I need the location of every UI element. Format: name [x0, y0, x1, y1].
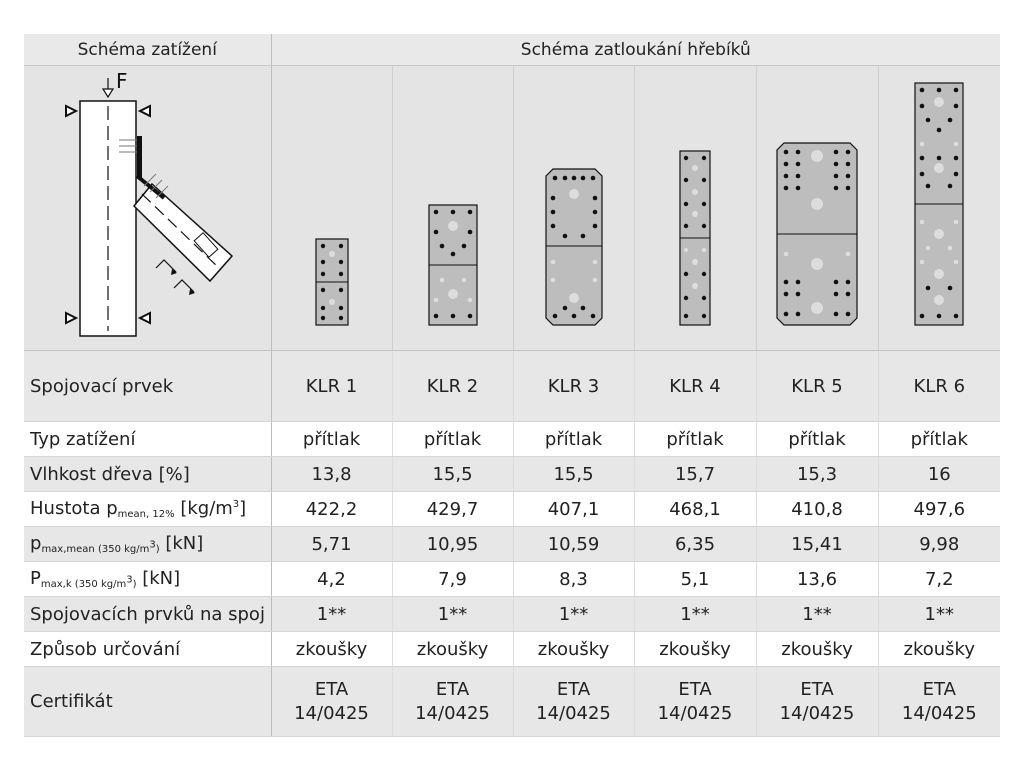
product-name: KLR 4 — [634, 351, 756, 422]
certificate-line1: ETA — [435, 678, 470, 700]
moisture-label: Vlhkost dřeva [%] — [24, 457, 271, 492]
pmax-k-value: 7,2 — [878, 562, 1000, 597]
certificate-line1: ETA — [314, 678, 349, 700]
pmax-mean-value: 15,41 — [756, 527, 878, 562]
density-label-text: Hustota — [30, 498, 107, 519]
moisture-value: 15,7 — [634, 457, 756, 492]
per-joint-value: 1** — [271, 597, 392, 632]
load-type-value: přítlak — [634, 422, 756, 457]
pmax-k-sub-end: ) — [132, 579, 137, 590]
pmax-mean-label — [24, 527, 271, 562]
pmax-mean-symbol: p — [30, 533, 42, 554]
certificate-value — [878, 667, 1000, 737]
pmax-mean-value: 10,59 — [513, 527, 634, 562]
pmax-mean-value: 6,35 — [634, 527, 756, 562]
moisture-value: 15,5 — [513, 457, 634, 492]
per-joint-row — [24, 597, 1000, 632]
certificate-line2: 14/0425 — [901, 702, 977, 724]
moisture-value: 13,8 — [271, 457, 392, 492]
force-label: F — [116, 69, 128, 93]
density-value: 468,1 — [634, 492, 756, 527]
certificate-line2: 14/0425 — [536, 702, 611, 724]
pmax-mean-value: 9,98 — [878, 527, 1000, 562]
certificate-line2: 14/0425 — [415, 702, 490, 724]
pmax-k-symbol: P — [30, 568, 41, 589]
per-joint-value: 1** — [634, 597, 756, 632]
per-joint-value: 1** — [513, 597, 634, 632]
moisture-value: 15,5 — [392, 457, 513, 492]
load-scheme-heading: Schéma zatížení — [24, 34, 271, 66]
moisture-row — [24, 457, 1000, 492]
method-value: zkoušky — [756, 632, 878, 667]
certificate-value — [513, 667, 634, 737]
certificate-line2: 14/0425 — [294, 702, 369, 724]
density-unit: [kg/m — [174, 498, 233, 519]
density-subscript: mean, 12% — [117, 509, 175, 520]
pmax-k-unit: [kN] — [136, 568, 181, 589]
nailing-plan-klr-6 — [878, 66, 1000, 351]
density-value: 407,1 — [513, 492, 634, 527]
certificate-line2: 14/0425 — [657, 702, 733, 724]
method-label: Způsob určování — [24, 632, 271, 667]
pmax-mean-sub-sup: 3 — [149, 539, 156, 551]
load-type-value: přítlak — [513, 422, 634, 457]
product-name: KLR 1 — [271, 351, 392, 422]
load-type-value: přítlak — [878, 422, 1000, 457]
pmax-k-subscript: max,k (350 kg/m — [40, 579, 127, 590]
pmax-mean-sub-end: ) — [155, 544, 160, 555]
certificate-row — [24, 667, 1000, 737]
pmax-mean-row — [24, 527, 1000, 562]
header-row — [24, 34, 1000, 66]
density-value: 422,2 — [271, 492, 392, 527]
per-joint-value: 1** — [392, 597, 513, 632]
product-name: KLR 5 — [756, 351, 878, 422]
nailing-plan-klr-1 — [271, 66, 392, 351]
klr-table-container — [24, 34, 1000, 734]
klr-1-plate-icon — [315, 238, 349, 326]
nailing-plan-klr-2 — [392, 66, 513, 351]
method-value: zkoušky — [271, 632, 392, 667]
moisture-value: 16 — [878, 457, 1000, 492]
load-type-row — [24, 422, 1000, 457]
pmax-k-value: 7,9 — [392, 562, 513, 597]
method-value: zkoušky — [878, 632, 1000, 667]
certificate-line2: 14/0425 — [779, 702, 855, 724]
nailing-plan-klr-5 — [756, 66, 878, 351]
load-scheme-diagram — [24, 66, 271, 346]
certificate-label: Certifikát — [24, 667, 271, 737]
klr-spec-table — [24, 34, 1000, 737]
product-name: KLR 6 — [878, 351, 1000, 422]
per-joint-value: 1** — [878, 597, 1000, 632]
per-joint-value: 1** — [756, 597, 878, 632]
pmax-k-value: 4,2 — [271, 562, 392, 597]
load-type-value: přítlak — [271, 422, 392, 457]
pmax-k-row — [24, 562, 1000, 597]
load-scheme-cell — [24, 66, 271, 351]
certificate-value — [271, 667, 392, 737]
connector-row — [24, 351, 1000, 422]
nailing-plan-klr-3 — [513, 66, 634, 351]
certificate-value — [392, 667, 513, 737]
method-value: zkoušky — [392, 632, 513, 667]
density-value: 410,8 — [756, 492, 878, 527]
per-joint-label: Spojovacích prvků na spoj — [24, 597, 271, 632]
pmax-mean-unit: [kN] — [159, 533, 204, 554]
pmax-k-value: 8,3 — [513, 562, 634, 597]
product-name: KLR 3 — [513, 351, 634, 422]
klr-5-plate-icon — [776, 142, 858, 326]
nailing-plan-klr-4 — [634, 66, 756, 351]
certificate-line1: ETA — [800, 678, 834, 700]
klr-6-plate-icon — [914, 82, 964, 326]
certificate-line1: ETA — [922, 678, 956, 700]
method-value: zkoušky — [634, 632, 756, 667]
klr-3-plate-icon — [545, 168, 603, 326]
pmax-k-label — [24, 562, 271, 597]
method-row — [24, 632, 1000, 667]
density-value: 497,6 — [878, 492, 1000, 527]
pmax-k-value: 13,6 — [756, 562, 878, 597]
moisture-value: 15,3 — [756, 457, 878, 492]
pmax-mean-value: 10,95 — [392, 527, 513, 562]
pmax-k-sub-sup: 3 — [126, 574, 133, 586]
density-unit-end: ] — [239, 498, 247, 519]
pmax-mean-value: 5,71 — [271, 527, 392, 562]
density-symbol: p — [106, 498, 118, 519]
certificate-value — [634, 667, 756, 737]
nailing-scheme-heading: Schéma zatloukání hřebíků — [271, 34, 1000, 66]
method-value: zkoušky — [513, 632, 634, 667]
certificate-value — [756, 667, 878, 737]
pmax-mean-subscript: max,mean (350 kg/m — [41, 544, 150, 555]
klr-2-plate-icon — [428, 204, 478, 326]
density-row — [24, 492, 1000, 527]
load-type-label: Typ zatížení — [24, 422, 271, 457]
density-superscript: 3 — [232, 499, 240, 510]
connector-label: Spojovací prvek — [24, 351, 271, 422]
load-type-value: přítlak — [756, 422, 878, 457]
certificate-line1: ETA — [678, 678, 712, 700]
certificate-line1: ETA — [556, 678, 591, 700]
pmax-k-value: 5,1 — [634, 562, 756, 597]
product-name: KLR 2 — [392, 351, 513, 422]
density-value: 429,7 — [392, 492, 513, 527]
load-type-value: přítlak — [392, 422, 513, 457]
klr-4-plate-icon — [679, 150, 711, 326]
diagram-row — [24, 66, 1000, 351]
density-label — [24, 492, 271, 527]
